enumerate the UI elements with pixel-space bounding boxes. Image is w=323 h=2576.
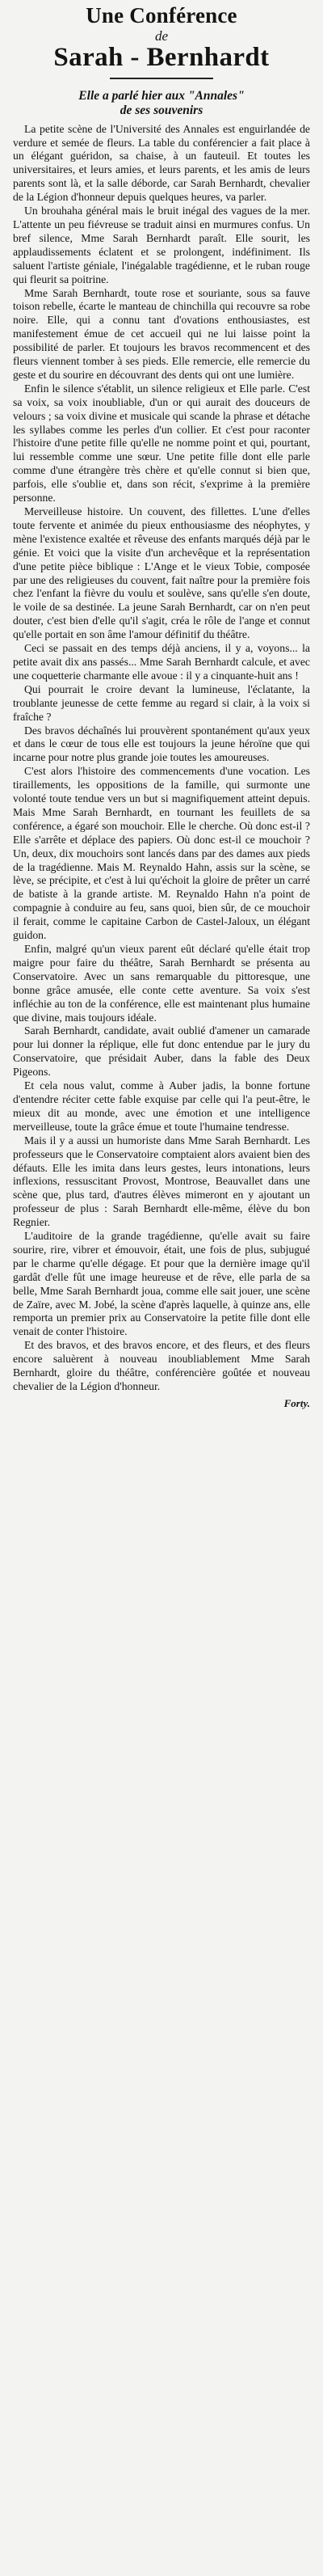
paragraph: Des bravos déchaînés lui prouvèrent spontanément qu'aux yeux et dans le cœur de tous elle est toujours la jeune héroïne que qui incarne pour notre plus grande joie toutes les amoureuses. <box>13 724 310 764</box>
headline-line-3: Sarah - Bernhardt <box>53 43 270 72</box>
paragraph: C'est alors l'histoire des commencements d'une vocation. Les tiraillements, les oppositions de la famille, qui surmonte une volonté toute tendue vers un but si magnifiquement atteint depuis. Mais Mme Sarah Bernhardt, en tournant les feuillets de sa conférence, a égaré son mouchoir. Elle le cherche. Où donc est-il ? Elle s'arrête et déplace des papiers. Où donc est-il ce mouchoir ? Un, deux, dix mouchoirs sont lancés dans par des dames aux pieds de la tragédienne. Mais M. Reynaldo Hahn, assis sur la scène, se lève, se précipite, et c'est à lui qu'échoit la gloire de prêter un carré de batiste à la grande artiste. M. Reynaldo Hahn n'a point de compagnie à conduire au feu, sans quoi, bien sûr, de ce mouchoir il ferait, comme le capitaine Carbon de Castel-Jaloux, un élégant guidon. <box>13 765 310 942</box>
author-signature: Forty. <box>283 1396 310 1409</box>
headline-line-1: Une Conférence <box>86 3 237 27</box>
paragraph: Mais il y a aussi un humoriste dans Mme Sarah Bernhardt. Les professeurs que le Conservatoire comptaient alors avaient bien des défauts. Elle les imita dans leurs gestes, leurs intonations, leurs inflexions, ressuscitant Provost, Montrose, Beauvallet dans une scène que, plus tard, d'autres élèves mimeront en y ajoutant un professeur de plus : Sarah Bernhardt elle-même, élève du bon Regnier. <box>13 1134 310 1229</box>
paragraph: Enfin, malgré qu'un vieux parent eût déclaré qu'elle était trop maigre pour faire du théâtre, Sarah Bernhardt se présenta au Conservatoire. Avec un sans remarquable du pittoresque, une bonne grâce amusée, elle conte cette aventure. Sa voix s'est infléchie au ton de la conférence, elle est maintenant plus humaine que divine, mais toujours idéale. <box>13 943 310 1024</box>
paragraph: L'auditoire de la grande tragédienne, qu'elle avait su faire sourire, rire, vibrer et émouvoir, était, une fois de plus, subjugué par le charme qu'elle dégage. Et pour que la dernière image qu'il gardât d'elle fût une image heureuse et de rêve, elle parla de sa belle, Mme Sarah Bernhardt joua, comme elle sait jouer, une scène de Zaïre, avec M. Jobé, la scène d'après laquelle, à quinze ans, elle remporta un premier prix au Conservatoire la petite fille dont elle venait de conter l'histoire. <box>13 1230 310 1338</box>
headline <box>13 5 310 71</box>
subheadline <box>13 89 310 118</box>
article-body <box>13 123 310 1394</box>
paragraph: Sarah Bernhardt, candidate, avait oublié d'amener un camarade pour lui donner la réplique, elle fut donc entendue par le jury du Conservatoire, que présidait Auber, dans la fable des Deux Pigeons. <box>13 1024 310 1079</box>
paragraph: Qui pourrait le croire devant la lumineuse, l'éclatante, la troublante jeunesse de cette femme au regard si clair, à la voix si fraîche ? <box>13 682 310 723</box>
paragraph: Et cela nous valut, comme à Auber jadis, la bonne fortune d'entendre réciter cette fable exquise par celle qui l'a peut-être, le mieux dit au monde, avec une émotion et une intelligence merveilleuse, toute la grâce émue et toute l'humaine tendresse. <box>13 1079 310 1133</box>
paragraph: Et des bravos, et des bravos encore, et des fleurs, et des fleurs encore saluèrent à nouveau inoubliablement Mme Sarah Bernhardt, gloire du théâtre, conférencière goûtée et nouveau chevalier de la Légion d'honneur. <box>13 1339 310 1392</box>
paragraph: Merveilleuse histoire. Un couvent, des fillettes. L'une d'elles toute fervente et animée du pieux enthousiasme des néophytes, y mène l'existence exaltée et rêveuse des enfants marqués déjà par le génie. Et voici que la visite d'un archevêque et la représentation d'une petite pièce biblique : L'Ange et le vieux Tobie, composée par une des religieuses du couvent, fait naître pour la première fois chez l'enfant la fièvre du voulu et soulève, sans qu'elle s'en doute, le voile de sa destinée. La jeune Sarah Bernhardt, car on n'en peut douter, c'est bien d'elle qu'il s'agit, créa le rôle de l'ange et connut qu'elle portait en son âme l'amour définitif du théâtre. <box>13 505 310 641</box>
paragraph: Ceci se passait en des temps déjà anciens, il y a, voyons... la petite avait dix ans passés... Mme Sarah Bernhardt calcule, et avec une coquetterie charmante elle avoue : il y a cinquante-huit ans ! <box>13 642 310 682</box>
subheadline-line-1: Elle a parlé hier aux "Annales" <box>78 89 245 103</box>
headline-line-2: de <box>154 28 169 44</box>
paragraph: Enfin le silence s'établit, un silence religieux et Elle parle. C'est sa voix, sa voix inoubliable, d'un or qui aurait des douceurs de velours ; sa voix divine et musicale qui scande la phrase et détache les syllabes comme les perles d'un collier. Et c'est pour raconter l'histoire d'une petite fille qu'elle ne nomme point et qui, pourtant, lui ressemble comme une sœur. Une petite fille dont elle parle comme d'une étrangère très chère et qu'elle connut si bien que, parfois, elle s'oublie et, dans son récit, s'exprime à la première personne. <box>13 382 310 505</box>
subheadline-line-2: de ses souvenirs <box>120 103 203 117</box>
paragraph: Mme Sarah Bernhardt, toute rose et souriante, sous sa fauve toison rebelle, écarte le manteau de chinchilla qui recouvre sa robe noire. Elle, qui a connu tant d'ovations enthousiastes, est manifestement émue de cet accueil qui ne lui laisse point la possibilité de parler. Et toujours les bravos recommencent et des fleurs viennent tomber à ses pieds. Elle remercie, elle remercie du geste et du sourire en découvrant des dents qui ont une lumière. <box>13 286 310 381</box>
headline-divider <box>110 78 213 79</box>
newspaper-article <box>13 0 310 2576</box>
paragraph: Un brouhaha général mais le bruit inégal des vagues de la mer. L'attente un peu fiévreuse se traduit ainsi en murmures confus. Un bref silence, Mme Sarah Bernhardt paraît. Elle sourit, les applaudissements éclatent et se prolongent, indéfiniment. Ils saluent l'artiste géniale, l'inégalable tragédienne, et le ruban rouge qui fleurit sa poitrine. <box>13 205 310 285</box>
paragraph: La petite scène de l'Université des Annales est enguirlandée de verdure et semée de fleurs. La table du conférencier a fait place à un élégant guéridon, sa chaise, à un fauteuil. Et toutes les universitaires, et leurs amies, et leurs parents, et les amis de leurs parents sont là, et la salle déborde, car Sarah Bernhardt, chevalier de la Légion d'honneur depuis quelques heures, va parler. <box>13 122 310 204</box>
